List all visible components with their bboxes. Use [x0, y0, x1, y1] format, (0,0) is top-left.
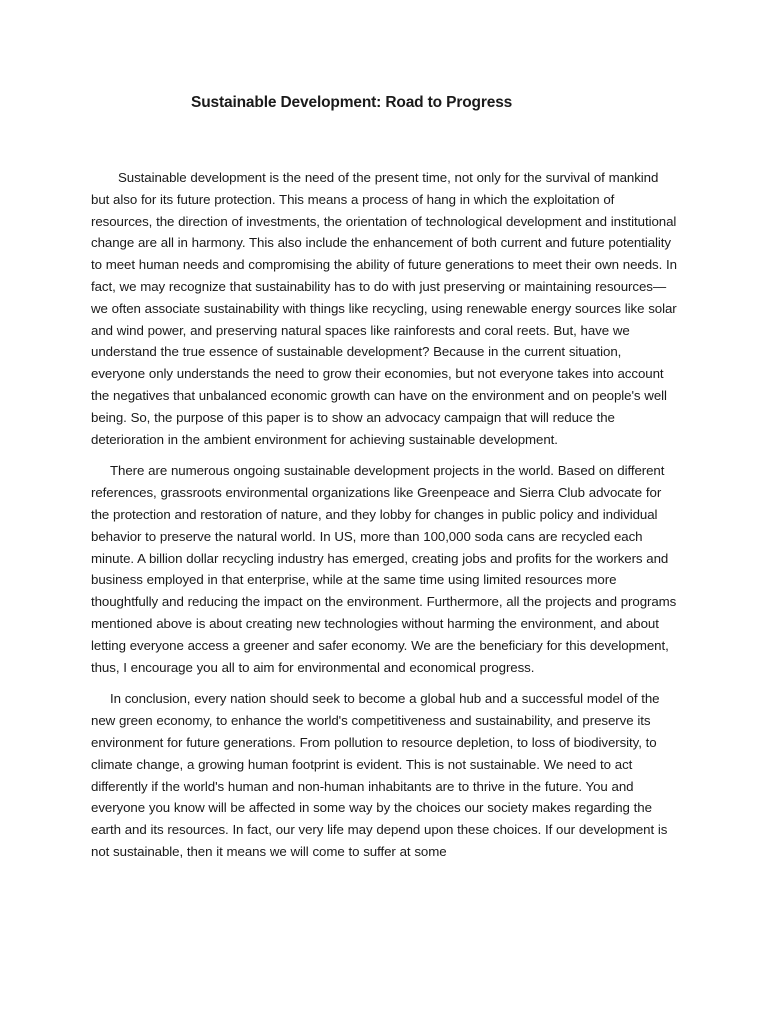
paragraph-projects: There are numerous ongoing sustainable development projects in the world. Based on different references, grassroots environmental organizations like Greenpeace and Sierra Club advocate for the protection and restoration of nature, and they lobby for changes in public policy and individual behavior to preserve the natural world. In US, more than 100,000 soda cans are recycled each minute. A billion dollar recycling industry has emerged, creating jobs and profits for the workers and business employed in that enterprise, while at the same time using limited resources more thoughtfully and reducing the impact on the environment. Furthermore, all the projects and programs mentioned above is about creating new technologies without harming the environment, and about letting everyone access a greener and safer economy. We are the beneficiary for this development, thus, I encourage you all to aim for environmental and economical progress.	[91, 463, 677, 675]
document-body	[91, 167, 678, 858]
paragraph-introduction: Sustainable development is the need of the present time, not only for the survival of mankind but also for its future protection. This means a process of hang in which the exploitation of resources, the direction of investments, the orientation of technological development and institutional change are all in harmony. This also include the enhancement of both current and future potentiality to meet human needs and compromising the ability of future generations to meet their own needs. In fact, we may recognize that sustainability has to do with just preserving or maintaining resources—we often associate sustainability with things like recycling, using renewable energy sources like solar and wind power, and preserving natural spaces like rainforests and coral reets. But, have we understand the true essence of sustainable development? Because in the current situation, everyone only understands the need to grow their economies, but not everyone takes into account the negatives that unbalanced economic growth can have on the environment and on people's well being. So, the purpose of this paper is to show an advocacy campaign that will reduce the deterioration in the ambient environment for achieving sustainable development.	[91, 170, 677, 447]
document-title: Sustainable Development: Road to Progress	[191, 94, 513, 111]
paragraph-conclusion: In conclusion, every nation should seek to become a global hub and a successful model of the new green economy, to enhance the world's competitiveness and sustainability, and preserve its environment for future generations. From pollution to resource depletion, to loss of biodiversity, to climate change, a growing human footprint is evident. This is not sustainable. We need to act differently if the world's human and non-human inhabitants are to thrive in the future. You and everyone you know will be affected in some way by the choices our society makes regarding the earth and its resources. In fact, our very life may depend upon these choices. If our development is not sustainable, then it means we will come to suffer at some	[91, 691, 668, 859]
